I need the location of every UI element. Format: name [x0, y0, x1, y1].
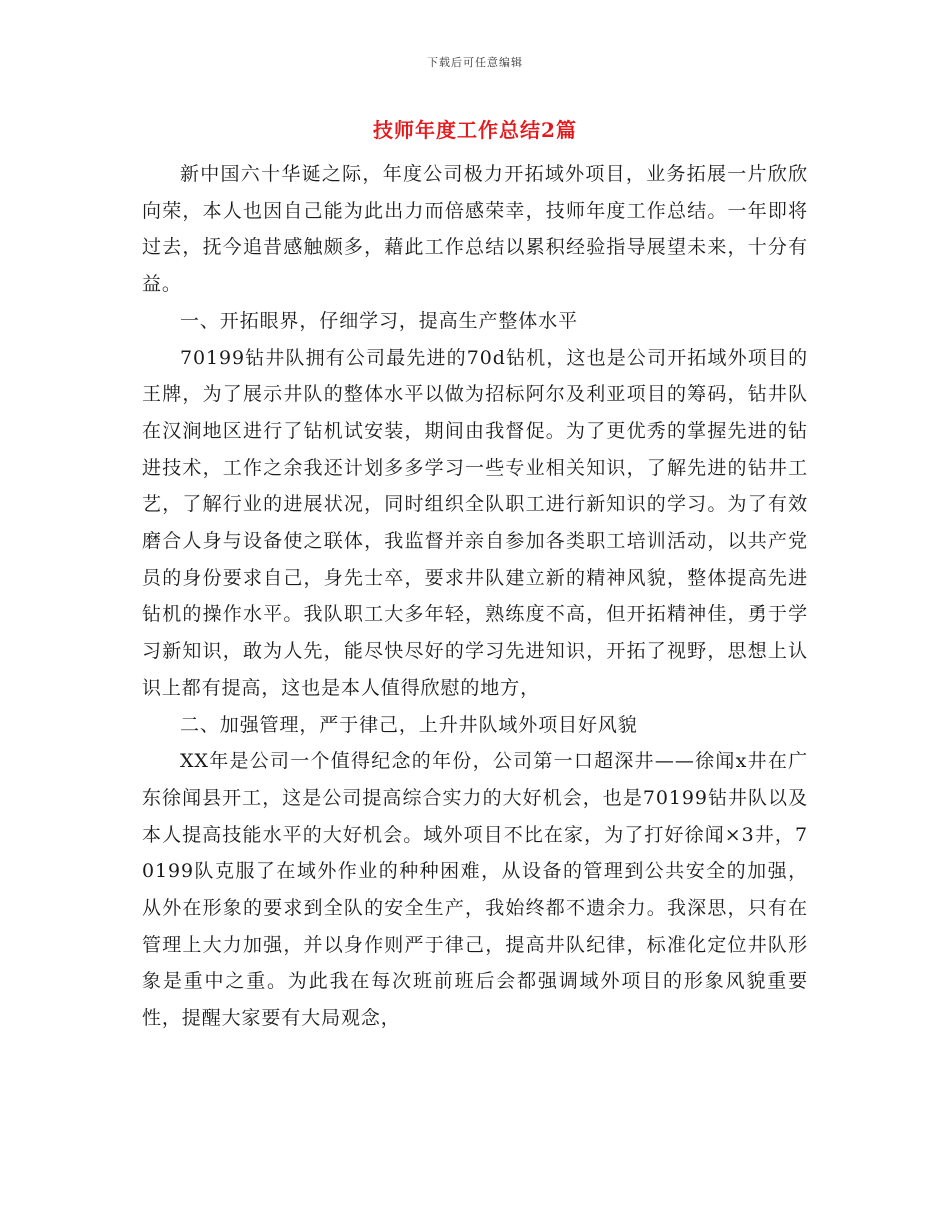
section-heading-2: 二、加强管理，严于律己，上升井队域外项目好风貌: [180, 713, 638, 736]
paragraph-intro: 新中国六十华诞之际，年度公司极力开拓域外项目，业务拓展一片欣欣向荣，本人也因自己能为此出力而倍感荣幸，技师年度工作总结。一年即将过去，抚今追昔感触颇多，藉此工作总结以累积经验指导展望未来，十分有益。: [142, 163, 808, 296]
paragraph-section-1: 70199钻井队拥有公司最先进的70d钻机，这也是公司开拓域外项目的王牌，为了展示井队的整体水平以做为招标阿尔及利亚项目的筹码，钻井队在汉涧地区进行了钻机试安装，期间由我督促。为了更优秀的掌握先进的钻进技术，工作之余我还计划多多学习一些专业相关知识，了解先进的钻井工艺，了解行业的进展状况，同时组织全队职工进行新知识的学习。为了有效磨合人身与设备使之联体，我监督并亲自参加各类职工培训活动，以共产党员的身份要求自己，身先士卒，要求井队建立新的精神风貌，整体提高先进钻机的操作水平。我队职工大多年轻，熟练度不高，但开拓精神佳，勇于学习新知识，敢为人先，能尽快尽好的学习先进知识，开拓了视野，思想上认识上都有提高，这也是本人值得欣慰的地方，: [142, 346, 808, 699]
document-body: [142, 156, 808, 1037]
page-header-note: 下载后可任意编辑: [427, 56, 523, 69]
section-heading-1: 一、开拓眼界，仔细学习，提高生产整体水平: [180, 309, 579, 332]
paragraph-section-2: XX年是公司一个值得纪念的年份，公司第一口超深井——徐闻x井在广东徐闻县开工，这是公司提高综合实力的大好机会，也是70199钻井队以及本人提高技能水平的大好机会。域外项目不比在家，为了打好徐闻×3井，70199队克服了在域外作业的种种困难，从设备的管理到公共安全的加强，从外在形象的要求到全队的安全生产，我始终都不遗余力。我深思，只有在管理上大力加强，并以身作则严于律己，提高井队纪律，标准化定位井队形象是重中之重。为此我在每次班前班后会都强调域外项目的形象风貌重要性，提醒大家要有大局观念，: [142, 750, 808, 1030]
document-title: 技师年度工作总结2篇: [373, 118, 577, 142]
